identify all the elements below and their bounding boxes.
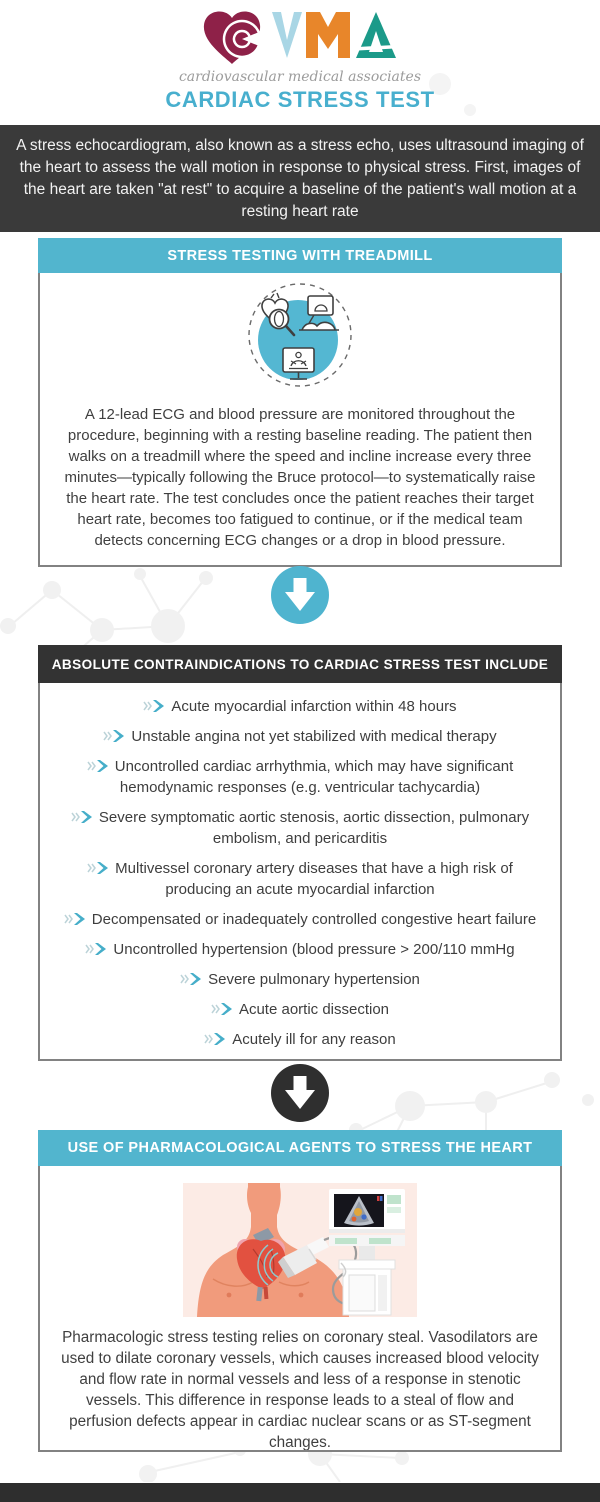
section-card-pharmacological — [38, 1130, 562, 1452]
list-item-text: Decompensated or inadequately controlled congestive heart failure — [91, 911, 537, 928]
down-arrow-dark — [271, 1064, 329, 1122]
molecule-decoration — [336, 1066, 600, 1134]
section-body-treadmill — [38, 273, 562, 567]
intro-banner: A stress echocardiogram, also known as a stress echo, uses ultrasound imaging of the heart to assess the wall motion in response to physical stress. First, images of the heart are taken "at rest" to acquire a baseline of the patient's wall motion at a resting heart rate — [0, 125, 600, 232]
chevron-bullet-icon — [143, 699, 165, 713]
ultrasound-echo-illustration — [183, 1183, 417, 1317]
chevron-bullet-icon — [180, 972, 202, 986]
list-item — [54, 969, 546, 990]
list-item — [54, 858, 546, 900]
list-item-text: Unstable angina not yet stabilized with medical therapy — [131, 728, 497, 745]
section-body-contraindications — [38, 683, 562, 1061]
list-item-text: Multivessel coronary artery diseases that have a high risk of producing an acute myocardial infarction — [115, 860, 513, 898]
down-arrow-teal — [271, 566, 329, 624]
chevron-bullet-icon — [71, 810, 93, 824]
treadmill-paragraph: A 12-lead ECG and blood pressure are monitored throughout the procedure, beginning with a resting baseline reading. The patient then walks on a treadmill where the speed and incline increase every three minutes—typically following the Bruce protocol—to systematically raise the heart rate. The test concludes once the patient reaches their target heart rate, becomes too fatigued to continue, or if the medical team detects concerning ECG changes or a drop in blood pressure. — [64, 406, 536, 549]
list-item — [54, 726, 546, 747]
chevron-bullet-icon — [103, 729, 125, 743]
list-item — [54, 756, 546, 798]
cvma-logo — [198, 6, 402, 68]
pharmacological-paragraph: Pharmacologic stress testing relies on coronary steal. Vasodilators are used to dilate coronary vessels, which causes increased blood velocity and flow rate in normal vessels and less of a response in stenotic vessels. This difference in response leads to a steal of flow and perfusion defects appear in cardiac nuclear scans or as ST-segment changes. — [61, 1329, 539, 1451]
section-body-pharmacological — [38, 1166, 562, 1452]
list-item-text: Acute aortic dissection — [238, 1001, 390, 1018]
list-item-text: Uncontrolled hypertension (blood pressure > 200/110 mmHg — [113, 941, 515, 958]
section-header-pharmacological: USE OF PHARMACOLOGICAL AGENTS TO STRESS THE HEART — [38, 1130, 562, 1166]
down-arrow-icon — [271, 1064, 329, 1122]
list-item — [54, 696, 546, 717]
list-item — [54, 807, 546, 849]
section-header-contraindications: ABSOLUTE CONTRAINDICATIONS TO CARDIAC STRESS TEST INCLUDE — [38, 645, 562, 683]
chevron-bullet-icon — [64, 912, 86, 926]
list-item — [54, 909, 546, 930]
list-item-text: Acutely ill for any reason — [232, 1031, 396, 1048]
chevron-bullet-icon — [87, 759, 109, 773]
list-item — [54, 1029, 546, 1050]
chevron-bullet-icon — [204, 1032, 226, 1046]
footer-bar — [0, 1483, 600, 1502]
down-arrow-icon — [271, 566, 329, 624]
chevron-bullet-icon — [85, 942, 107, 956]
section-card-treadmill — [38, 238, 562, 567]
page-title: CARDIAC STRESS TEST — [165, 87, 435, 112]
list-item — [54, 999, 546, 1020]
logo-tagline: cardiovascular medical associates — [178, 69, 422, 85]
list-item-text: Severe symptomatic aortic stenosis, aortic dissection, pulmonary embolism, and pericarditis — [98, 809, 530, 847]
list-item-text: Severe pulmonary hypertension — [208, 971, 420, 988]
list-item-text: Acute myocardial infarction within 48 hours — [171, 698, 457, 715]
section-header-treadmill: STRESS TESTING WITH TREADMILL — [38, 238, 562, 273]
chevron-bullet-icon — [211, 1002, 233, 1016]
contraindications-list — [40, 696, 560, 1050]
chevron-bullet-icon — [87, 861, 109, 875]
list-item — [54, 939, 546, 960]
list-item-text: Uncontrolled cardiac arrhythmia, which may have significant hemodynamic responses (e.g. ventricular tachycardia) — [114, 758, 514, 796]
brand-header — [0, 6, 600, 113]
section-card-contraindications — [38, 645, 562, 1061]
stress-test-monitoring-icon — [244, 281, 356, 393]
